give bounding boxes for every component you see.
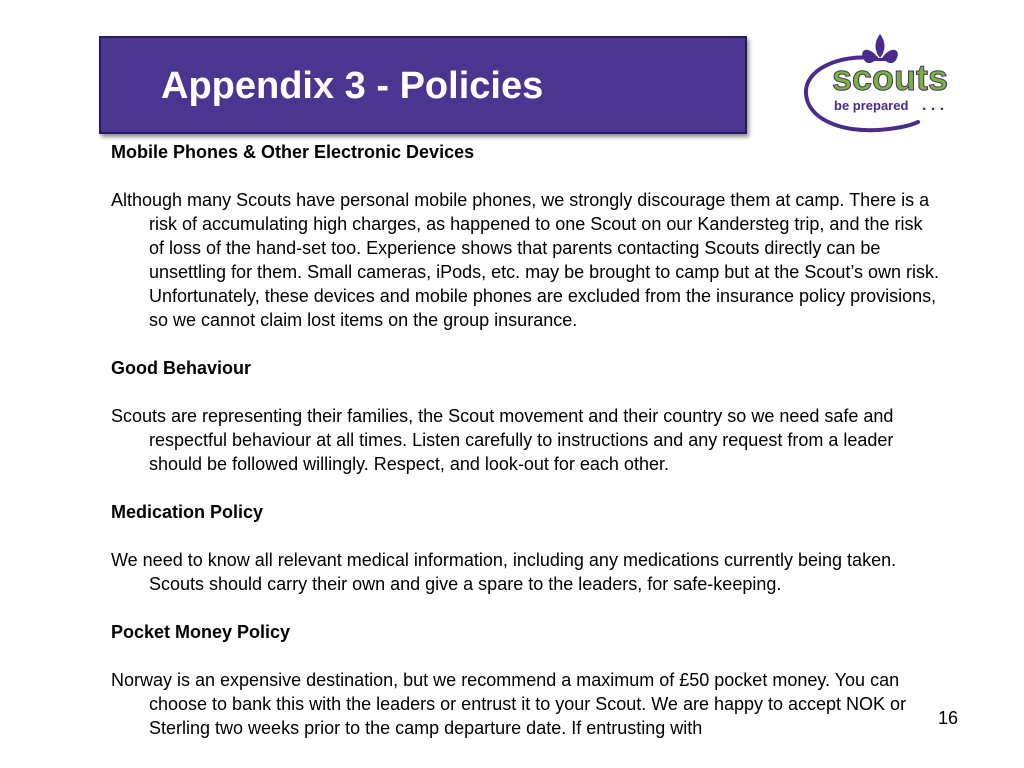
- logo-dots: . . .: [922, 97, 945, 114]
- logo-tagline: be prepared: [834, 98, 909, 113]
- body-medication: We need to know all relevant medical information, including any medications currently being taken. Scouts should carry their own and give a spare to the leaders, for safe-keeping.: [111, 550, 897, 594]
- heading-good-behaviour: Good Behaviour: [111, 358, 252, 378]
- heading-mobile-phones: Mobile Phones & Other Electronic Devices: [111, 142, 475, 162]
- body-mobile-phones: Although many Scouts have personal mobile phones, we strongly discourage them at camp. There is a risk of accumulating high charges, as happened to one Scout on our Kandersteg trip, and the risk of loss of the hand-set too. Experience shows that parents contacting Scouts directly can be unsettling for them. Small cameras, iPods, etc. may be brought to camp but at the Scout’s own risk. Unfortunately, these devices and mobile phones are excluded from the insurance policy provisions, so we cannot claim lost items on the group insurance.: [111, 190, 940, 330]
- page-number: 16: [938, 708, 959, 728]
- policy-content: [111, 140, 941, 764]
- title-banner: [99, 36, 747, 134]
- body-pocket-money: Norway is an expensive destination, but we recommend a maximum of £50 pocket money. You can choose to bank this with the leaders or entrust it to your Scout. We are happy to accept NOK or Sterling two weeks prior to the camp departure date. If entrusting with: [111, 670, 907, 738]
- body-good-behaviour: Scouts are representing their families, the Scout movement and their country so we need safe and respectful behaviour at all times. Listen carefully to instructions and any request from a leader should be followed willingly. Respect, and look-out for each other.: [111, 406, 894, 474]
- heading-pocket-money: Pocket Money Policy: [111, 622, 291, 642]
- scouts-logo: [798, 32, 968, 136]
- slide-title: Appendix 3 - Policies: [161, 65, 544, 107]
- logo-brand: scouts: [832, 57, 949, 98]
- heading-medication: Medication Policy: [111, 502, 264, 522]
